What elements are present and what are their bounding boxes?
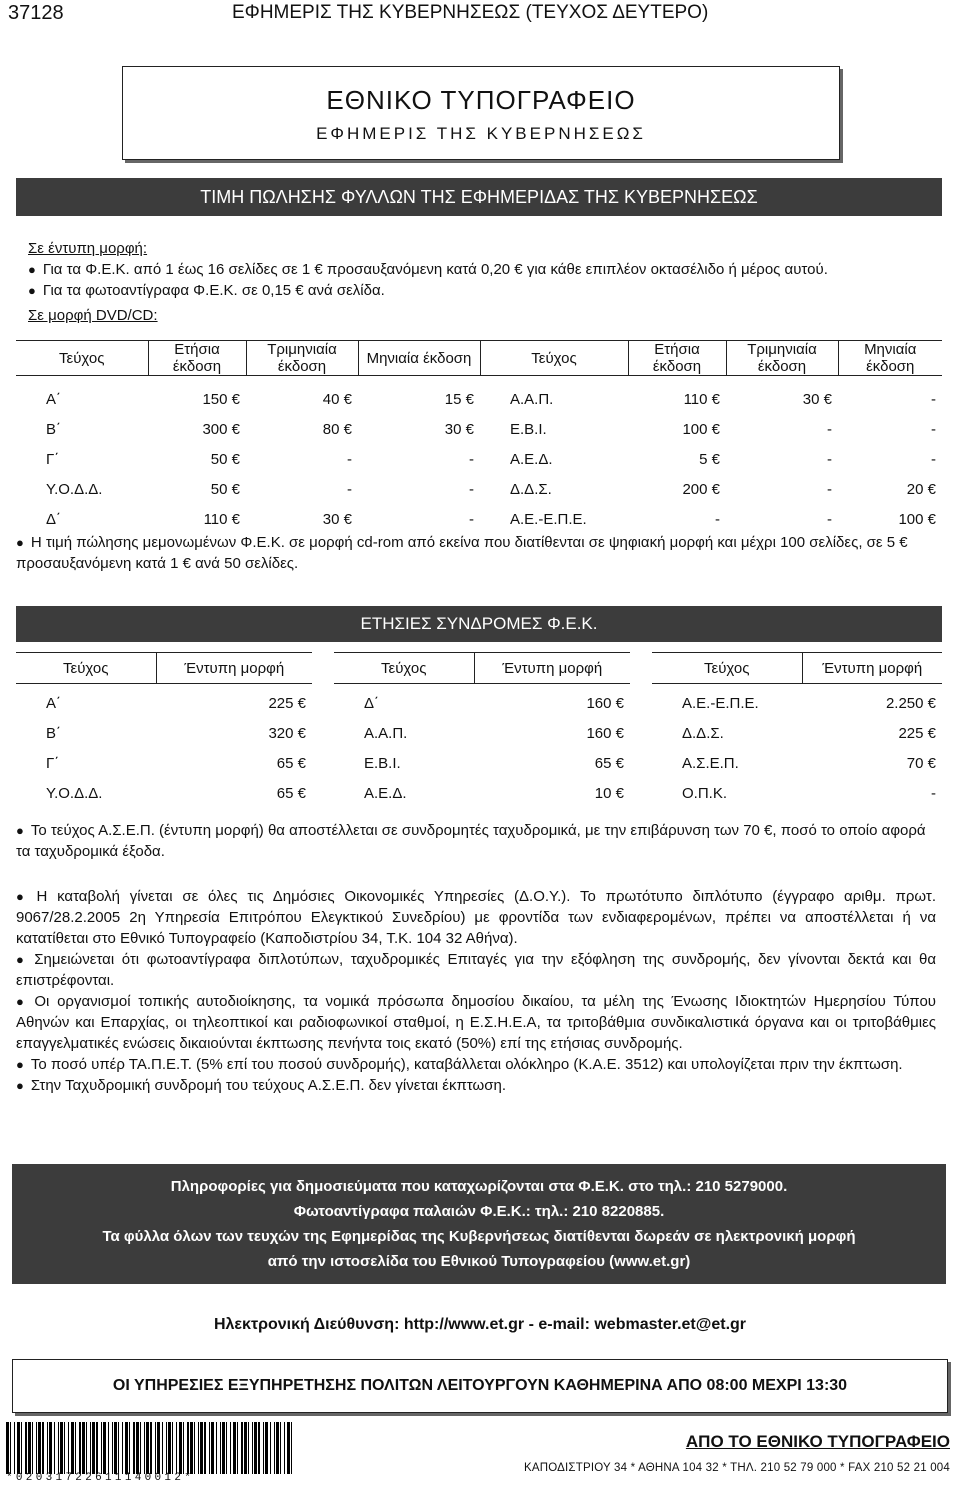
barcode-bar: [209, 1422, 210, 1474]
barcode-bar: [32, 1422, 33, 1474]
table-row: Β΄ 300 € 80 € 30 € Ε.Β.Ι. 100 € - -: [46, 420, 936, 438]
barcode-bar: [172, 1422, 173, 1474]
note-item: ● Η καταβολή γίνεται σε όλες τις Δημόσιες Οικονομικές Υπηρεσίες (Δ.Ο.Υ.). Το πρωτότυπο διπλότυπο (έγγραφο αριθμ. πρωτ. 9067/28.2.2005 2η Υπηρεσία Επιτρόπου Ελεγκτικού Συνεδρίου) με φροντίδα των ενδιαφερομένων, πρέπει να αποστέλλεται ή να κατατίθεται στο Εθνικό Τυπογραφείο (Καποδιστρίου 34, Τ.Κ. 104 32 Αθήνα).: [16, 886, 936, 949]
barcode-bar: [108, 1422, 109, 1474]
table-row: Γ΄ 50 € - - Α.Ε.Δ. 5 € - -: [46, 450, 936, 468]
barcode-bar: [10, 1422, 11, 1474]
barcode-bar: [252, 1422, 253, 1474]
note-item: ● Οι οργανισμοί τοπικής αυτοδιοίκησης, τα νομικά πρόσωπα δημοσίου δικαίου, τα μέλη της Ένωσης Ιδιοκτητών Ημερησίου Τύπου Αθηνών και Επαρχίας, οι τηλεοπτικοί και ραδιοφωνικοί σταθμοί, η Ε.Σ.Η.Ε.Α, τα τριτοβάθμια συνδικαλιστικά όργανα και οι τριτοβάθμιες επαγγελματικές ενώσεις δικαιούνται έκπτωσης πενήντα τοις εκατό (50%) επί της ετήσιας συνδρομής.: [16, 991, 936, 1054]
opening-hours: ΟΙ ΥΠΗΡΕΣΙΕΣ ΕΞΥΠΗΡΕΤΗΣΗΣ ΠΟΛΙΤΩΝ ΛΕΙΤΟΥΡΓΟΥΝ ΚΑΘΗΜΕΡΙΝΑ ΑΠΟ 08:00 ΜΕΧΡΙ 13:30: [12, 1359, 948, 1413]
barcode-bar: [47, 1422, 48, 1474]
gazette-subtitle: ΕΦΗΜΕΡΙΣ ΤΗΣ ΚΥΒΕΡΝΗΣΕΩΣ: [316, 124, 646, 143]
note-item: ● Το ποσό υπέρ ΤΑ.Π.Ε.Τ. (5% επί του ποσού συνδρομής), καταβάλλεται ολόκληρο (Κ.Α.Ε. 3512) και υπολογίζεται πριν την έκπτωση.: [16, 1054, 936, 1075]
print-bullet: ● Για τα Φ.Ε.Κ. από 1 έως 16 σελίδες σε 1 € προσαυξανόμενη κατά 0,20 € για κάθε επιπλέον οκτασέλιδο ή μέρος αυτού.: [28, 259, 938, 280]
barcode-bar: [287, 1422, 290, 1474]
printing-office-title: ΕΘΝΙΚΟ ΤΥΠΟΓΡΑΦΕΙΟ: [326, 85, 636, 115]
barcode-bar: [155, 1422, 156, 1474]
barcode-bar: [28, 1422, 31, 1474]
barcode-number: *02031722611140012*: [6, 1472, 195, 1484]
general-notes: [16, 886, 936, 1096]
barcode-bar: [216, 1422, 217, 1474]
table-row: Ε.Β.Ι. 65 €: [364, 754, 624, 772]
barcode-bar: [103, 1422, 106, 1474]
table-header-row: [16, 341, 942, 376]
table-row: Δ.Δ.Σ. 225 €: [682, 724, 936, 742]
barcode-bar: [176, 1422, 177, 1474]
barcode-bar: [168, 1422, 171, 1474]
barcode-bar: [150, 1422, 152, 1474]
barcode-bar: [222, 1422, 225, 1474]
barcode-bar: [198, 1422, 199, 1474]
barcode-bar: [133, 1422, 135, 1474]
barcode-bar: [263, 1422, 264, 1474]
barcode-bar: [68, 1422, 69, 1474]
table-row: Ο.Π.Κ. -: [682, 784, 936, 802]
barcode-bar: [280, 1422, 281, 1474]
barcode-bar: [254, 1422, 257, 1474]
col-header: Τριμηνιαία έκδοση: [726, 341, 838, 376]
table-row: Γ΄ 65 €: [46, 754, 306, 772]
table-row: Υ.Ο.Δ.Δ. 50 € - - Δ.Δ.Σ. 200 € - 20 €: [46, 480, 936, 498]
note-item: ● Σημειώνεται ότι φωτοαντίγραφα διπλοτύπων, ταχυδρομικές Επιταγές για την εξόφληση της συνδρομής, δεν γίνονται δεκτά και θα επιστρέφονται.: [16, 949, 936, 991]
publisher-address: ΚΑΠΟΔΙΣΤΡΙΟΥ 34 * ΑΘΗΝΑ 104 32 * ΤΗΛ. 210 52 79 000 * FAX 210 52 21 004: [523, 1462, 950, 1474]
table-row: Δ΄ 110 € 30 € - Α.Ε.-Ε.Π.Ε. - - 100 €: [46, 510, 936, 528]
barcode-bar: [6, 1422, 9, 1474]
col-header: Τεύχος: [16, 341, 148, 376]
print-bullet: ● Για τα φωτοαντίγραφα Φ.Ε.Κ. σε 0,15 € ανά σελίδα.: [28, 280, 938, 301]
price-heading: ΤΙΜΗ ΠΩΛΗΣΗΣ ΦΥΛΛΩΝ ΤΗΣ ΕΦΗΜΕΡΙΔΑΣ ΤΗΣ ΚΥΒΕΡΝΗΣΕΩΣ: [16, 178, 942, 216]
barcode-bar: [284, 1422, 285, 1474]
barcode-bar: [265, 1422, 268, 1474]
barcode-bar: [200, 1422, 203, 1474]
page-number: 37128: [8, 2, 64, 24]
dvd-label: Σε μορφή DVD/CD:: [28, 307, 158, 324]
barcode-bar: [118, 1422, 119, 1474]
col-header: Μηνιαία έκδοση: [358, 341, 480, 376]
barcode-bar: [112, 1422, 113, 1474]
barcode-bar: [233, 1422, 236, 1474]
col-header: Ετήσια έκδοση: [628, 341, 726, 376]
col-header: Τεύχος: [652, 653, 802, 684]
barcode-bar: [258, 1422, 260, 1474]
info-line: από την ιστοσελίδα του Εθνικού Τυπογραφείου (www.et.gr): [267, 1253, 691, 1270]
dvd-price-table: [16, 340, 942, 534]
table-row: Α.Ε.Δ. 10 €: [364, 784, 624, 802]
barcode-bar: [14, 1422, 15, 1474]
table-row: Α΄ 225 €: [46, 694, 306, 712]
barcode-bar: [86, 1422, 87, 1474]
barcode-bar: [183, 1422, 184, 1474]
print-label: Σε έντυπη μορφή:: [28, 240, 148, 257]
print-section: [28, 238, 938, 326]
barcode-bar: [291, 1422, 292, 1474]
subscriptions-table-1: [16, 652, 312, 808]
col-header: Τεύχος: [480, 341, 628, 376]
info-box: [12, 1164, 946, 1284]
barcode-bar: [92, 1422, 95, 1474]
barcode-bar: [60, 1422, 63, 1474]
col-header: Έντυπη μορφή: [156, 653, 312, 684]
barcode-bar: [17, 1422, 20, 1474]
barcode-bar: [96, 1422, 98, 1474]
col-header: Έντυπη μορφή: [802, 653, 942, 684]
barcode-bar: [230, 1422, 231, 1474]
barcode-bar: [58, 1422, 59, 1474]
barcode-bar: [125, 1422, 128, 1474]
page-header: [0, 0, 960, 28]
subscriptions-table-3: [652, 652, 942, 808]
barcode-bar: [136, 1422, 139, 1474]
publisher-name: ΑΠΟ ΤΟ ΕΘΝΙΚΟ ΤΥΠΟΓΡΑΦΕΙΟ: [685, 1432, 950, 1451]
barcode-bar: [49, 1422, 52, 1474]
subscriptions-note: ● Το τεύχος Α.Σ.Ε.Π. (έντυπη μορφή) θα αποστέλλεται σε συνδρομητές ταχυδρομικά, με την επιβάρυνση των 70 €, ποσό το οποίο αφορά τα ταχυδρομικά έξοδα.: [16, 820, 936, 862]
table-row: Α.Ε.-Ε.Π.Ε. 2.250 €: [682, 694, 936, 712]
col-header: Τεύχος: [16, 653, 156, 684]
barcode-bar: [42, 1422, 44, 1474]
barcode-bar: [21, 1422, 22, 1474]
barcode-bar: [270, 1422, 271, 1474]
barcode-bar: [79, 1422, 81, 1474]
barcode-bar: [122, 1422, 123, 1474]
barcode-bar: [144, 1422, 145, 1474]
barcode-bar: [274, 1422, 275, 1474]
barcode-bar: [204, 1422, 206, 1474]
barcode-bar: [140, 1422, 141, 1474]
barcode-bar: [64, 1422, 65, 1474]
col-header: Έντυπη μορφή: [474, 653, 630, 684]
barcode-bar: [71, 1422, 74, 1474]
gazette-title: ΕΦΗΜΕΡΙΣ ΤΗΣ ΚΥΒΕΡΝΗΣΕΩΣ (ΤΕΥΧΟΣ ΔΕΥΤΕΡΟ): [232, 2, 709, 23]
table-row: Β΄ 320 €: [46, 724, 306, 742]
col-header: Μηνιαία έκδοση: [838, 341, 942, 376]
barcode-bar: [187, 1422, 189, 1474]
barcode-bar: [162, 1422, 163, 1474]
table-row: Υ.Ο.Δ.Δ. 65 €: [46, 784, 306, 802]
table-row: Α.Σ.Ε.Π. 70 €: [682, 754, 936, 772]
barcode-bar: [146, 1422, 149, 1474]
barcode-bar: [190, 1422, 193, 1474]
barcode-bar: [220, 1422, 221, 1474]
barcode-bar: [241, 1422, 243, 1474]
col-header: Τριμηνιαία έκδοση: [246, 341, 358, 376]
barcode-bar: [129, 1422, 130, 1474]
barcode-bar: [157, 1422, 160, 1474]
info-line: Φωτοαντίγραφα παλαιών Φ.Ε.Κ.: τηλ.: 210 8220885.: [293, 1203, 665, 1220]
dvd-note: ● Η τιμή πώλησης μεμονωμένων Φ.Ε.Κ. σε μορφή cd-rom από εκείνα που διατίθενται σε ψηφιακή μορφή και μέχρι 100 σελίδες, σε 5 € προσαυξανόμενη κατά 1 € ανά 50 σελίδες.: [16, 532, 936, 574]
barcode-bar: [237, 1422, 238, 1474]
barcode-bar: [54, 1422, 55, 1474]
barcode-bar: [75, 1422, 76, 1474]
barcode-bar: [36, 1422, 37, 1474]
info-line: Τα φύλλα όλων των τευχών της Εφημερίδας της Κυβερνήσεως διατίθενται δωρεάν σε ηλεκτρονική μορφή: [102, 1228, 856, 1245]
barcode-bar: [244, 1422, 247, 1474]
title-box: [122, 66, 840, 160]
barcode-bar: [248, 1422, 249, 1474]
barcode-bar: [226, 1422, 227, 1474]
barcode-bar: [211, 1422, 214, 1474]
barcode-bar: [114, 1422, 117, 1474]
barcode-bar: [276, 1422, 279, 1474]
note-item: ● Στην Ταχυδρομική συνδρομή του τεύχους Α.Σ.Ε.Π. δεν γίνεται έκπτωση.: [16, 1075, 936, 1096]
table-row: Δ΄ 160 €: [364, 694, 624, 712]
barcode-bar: [38, 1422, 41, 1474]
table-row: Α΄ 150 € 40 € 15 € Α.Α.Π. 110 € 30 € -: [46, 390, 936, 408]
subscriptions-table-2: [334, 652, 630, 808]
barcode-bar: [82, 1422, 85, 1474]
barcode-bar: [166, 1422, 167, 1474]
col-header: Τεύχος: [334, 653, 474, 684]
barcode-bar: [25, 1422, 27, 1474]
info-line: Πληροφορίες για δημοσιεύματα που καταχωρίζονται στα Φ.Ε.Κ. στο τηλ.: 210 5279000.: [170, 1178, 788, 1195]
barcode-bar: [90, 1422, 91, 1474]
subscriptions-heading: ΕΤΗΣΙΕΣ ΣΥΝΔΡΟΜΕΣ Φ.Ε.Κ.: [16, 606, 942, 642]
barcode-bar: [179, 1422, 182, 1474]
table-row: Α.Α.Π. 160 €: [364, 724, 624, 742]
barcode-bar: [194, 1422, 195, 1474]
contact-line: Ηλεκτρονική Διεύθυνση: http://www.et.gr - e-mail: webmaster.et@et.gr: [213, 1316, 747, 1333]
barcode: [6, 1422, 296, 1474]
col-header: Ετήσια έκδοση: [148, 341, 246, 376]
barcode-bar: [101, 1422, 102, 1474]
